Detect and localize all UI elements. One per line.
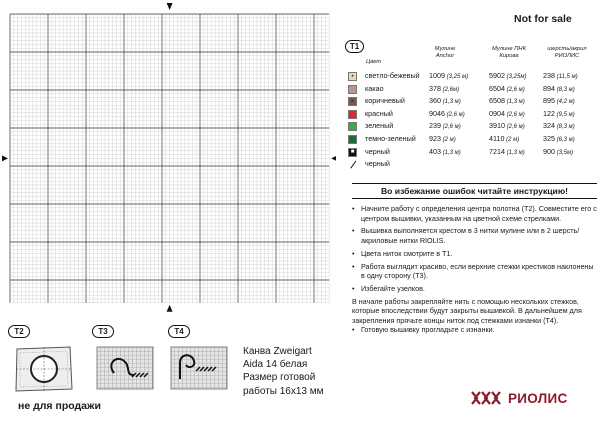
thread-length: (6,3 м): [555, 136, 575, 143]
legend-thread-code: [543, 120, 599, 134]
cross-stitch-chart: [2, 2, 336, 312]
center-arrow-icon: [331, 155, 336, 161]
thread-length: (2 м): [504, 136, 520, 143]
instruction-item: • Работа выглядит красиво, если верхние стежки крестиков наклонены в одну сторону (Т3).: [352, 262, 597, 281]
thread-length: (4,2 м): [555, 99, 575, 106]
thread-code: 900: [543, 146, 555, 156]
legend-color-name: какао: [365, 83, 384, 93]
legend-thread-code: [429, 133, 483, 147]
thread-code: 4110: [489, 133, 505, 143]
legend-thread-code: [429, 120, 483, 134]
thread-length: (2,6 м): [505, 86, 525, 93]
thread-code: 403: [429, 146, 441, 156]
thread-code: 238: [543, 71, 555, 80]
legend-thread-code: [489, 133, 539, 147]
canvas-info-line: работы 16х13 мм: [243, 385, 324, 397]
legend-thread-code: [543, 95, 599, 109]
legend-row: [348, 133, 598, 146]
legend-thread-code: [543, 70, 599, 84]
thread-length: (2,6 м): [505, 111, 525, 118]
thread-length: (2 м): [441, 136, 456, 143]
stitch-direction-illustration: [96, 343, 154, 393]
thread-code: 378: [429, 83, 441, 93]
thread-length: (1,3 м): [505, 149, 525, 156]
color-swatch: •: [348, 72, 357, 81]
thread-length: (3,25 м): [445, 74, 469, 80]
thread-code: 923: [429, 133, 441, 143]
thread-code: 3910: [489, 121, 505, 131]
thread-length: (1,3 м): [441, 99, 461, 106]
color-swatch: [348, 122, 357, 131]
thread-code: 0904: [489, 108, 505, 118]
legend-row: [348, 108, 598, 121]
thread-code: 5902: [489, 71, 505, 80]
thread-code: 6504: [489, 83, 505, 93]
thread-code: 9046: [429, 108, 445, 118]
thread-code: 360: [429, 96, 441, 106]
legend-row: [348, 83, 598, 96]
thread-length: (8,3 м): [555, 124, 575, 131]
legend-thread-code: [489, 120, 539, 134]
t2-badge: T2: [8, 325, 30, 338]
t3-badge: T3: [92, 325, 114, 338]
instruction-item: • Вышивка выполняется крестом в 3 нитки мулине или в 2 шерсть/акриловые нитки RIOLIS.: [352, 226, 597, 245]
legend-row: [348, 70, 598, 83]
instruction-item: • Начните работу с определения центра полотна (Т2). Совместите его с центром вышивки, указанным на цветной схеме стрелками.: [352, 204, 597, 223]
canvas-info-line: Канва Zweigart: [243, 346, 312, 357]
center-arrow-icon: [167, 305, 173, 312]
center-arrow-icon: [167, 3, 173, 10]
legend-thread-code: [429, 95, 483, 109]
thread-legend: [348, 70, 598, 171]
legend-header-pnk: Мулине ПНК Кирова: [491, 46, 527, 59]
brand-logo: [470, 389, 568, 407]
legend-thread-code: [429, 146, 483, 160]
legend-thread-code: [429, 70, 483, 84]
t1-badge: T1: [345, 40, 364, 53]
thread-length: (9,5 м): [555, 111, 575, 118]
thread-length: (2,6 м): [445, 111, 465, 118]
thread-length: (2,6 м): [441, 124, 461, 131]
legend-thread-code: [543, 108, 599, 122]
legend-row: [348, 95, 598, 108]
center-arrow-icon: [2, 155, 8, 161]
instruction-item: • Готовую вышивку прогладьте с изнанки.: [352, 325, 597, 335]
color-swatch: [348, 135, 357, 144]
legend-color-name: черный: [365, 159, 390, 169]
grid-lines: [10, 14, 329, 303]
instructions: [352, 183, 597, 338]
canvas-center-illustration: [12, 343, 76, 395]
color-swatch: ■: [348, 148, 357, 157]
thread-length: (1,3 м): [505, 99, 525, 106]
legend-header-anchor: Мулине Anchor: [434, 46, 456, 59]
instructions-paragraph: В начале работы закрепляйте нить с помощью нескольких стежков, которые впоследствии будут закрыты вышивкой. В дальнейшем для закрепления прячьте концы ниток под стежками изнанки (Т4).: [352, 296, 582, 325]
legend-row: [348, 146, 598, 159]
legend-thread-code: [489, 108, 539, 122]
legend-row: [348, 158, 598, 171]
thread-code: 6508: [489, 96, 505, 106]
instruction-item: • Избегайте узелков.: [352, 284, 597, 294]
thread-code: 894: [543, 83, 555, 93]
thread-length: (2,6м): [441, 86, 460, 93]
legend-thread-code: [543, 83, 599, 97]
legend-color-name: черный: [365, 146, 390, 156]
thread-length: (11,5 м): [555, 74, 578, 80]
canvas-info: [243, 345, 324, 398]
legend-thread-code: [429, 83, 483, 97]
instruction-item: • Цвета ниток смотрите в Т1.: [352, 249, 597, 259]
legend-color-name: светло-бежевый: [365, 71, 420, 80]
brand-name: РИОЛИС: [508, 390, 568, 406]
backstitch-line-icon: [350, 161, 356, 169]
thread-code: 122: [543, 108, 555, 118]
legend-thread-code: [489, 146, 539, 160]
color-swatch: [348, 85, 357, 94]
thread-code: 1009: [429, 71, 445, 80]
legend-thread-code: [489, 70, 539, 84]
canvas-info-line: Aida 14 белая: [243, 359, 308, 371]
legend-thread-code: [429, 108, 483, 122]
thread-code: 325: [543, 133, 555, 143]
chart-grid-svg: [2, 2, 336, 312]
thread-length: (3,25м): [505, 74, 527, 80]
legend-header-color: Цвет: [366, 59, 382, 65]
thread-securing-illustration: [170, 343, 228, 393]
legend-header-riolis: шерсть/акрил РИОЛИС: [547, 46, 587, 59]
legend-color-name: темно-зеленый: [365, 133, 416, 143]
thread-length: (3,5м): [555, 149, 574, 156]
legend-thread-code: [489, 83, 539, 97]
canvas-info-line: Размер готовой: [243, 372, 316, 384]
legend-color-name: коричневый: [365, 96, 405, 106]
legend-row: [348, 120, 598, 133]
legend-thread-code: [489, 95, 539, 109]
legend-color-name: зеленый: [365, 121, 394, 131]
thread-code: 239: [429, 121, 441, 131]
thread-length: (1,3 м): [441, 149, 461, 156]
color-swatch: ×: [348, 97, 357, 106]
legend-thread-code: [543, 146, 599, 160]
not-for-sale-ru-label: не для продажи: [18, 400, 101, 412]
t4-badge: T4: [168, 325, 190, 338]
riolis-logo-icon: [470, 389, 504, 407]
instructions-title: Во избежание ошибок читайте инструкцию!: [352, 183, 597, 199]
thread-length: (8,3 м): [555, 86, 575, 93]
thread-length: (2,6 м): [505, 124, 525, 131]
thread-code: 895: [543, 96, 555, 106]
not-for-sale-label: Not for sale: [514, 13, 572, 25]
thread-code: 324: [543, 121, 555, 131]
color-swatch: [348, 110, 357, 119]
thread-code: 7214: [489, 146, 505, 156]
legend-color-name: красный: [365, 108, 393, 118]
legend-thread-code: [543, 133, 599, 147]
